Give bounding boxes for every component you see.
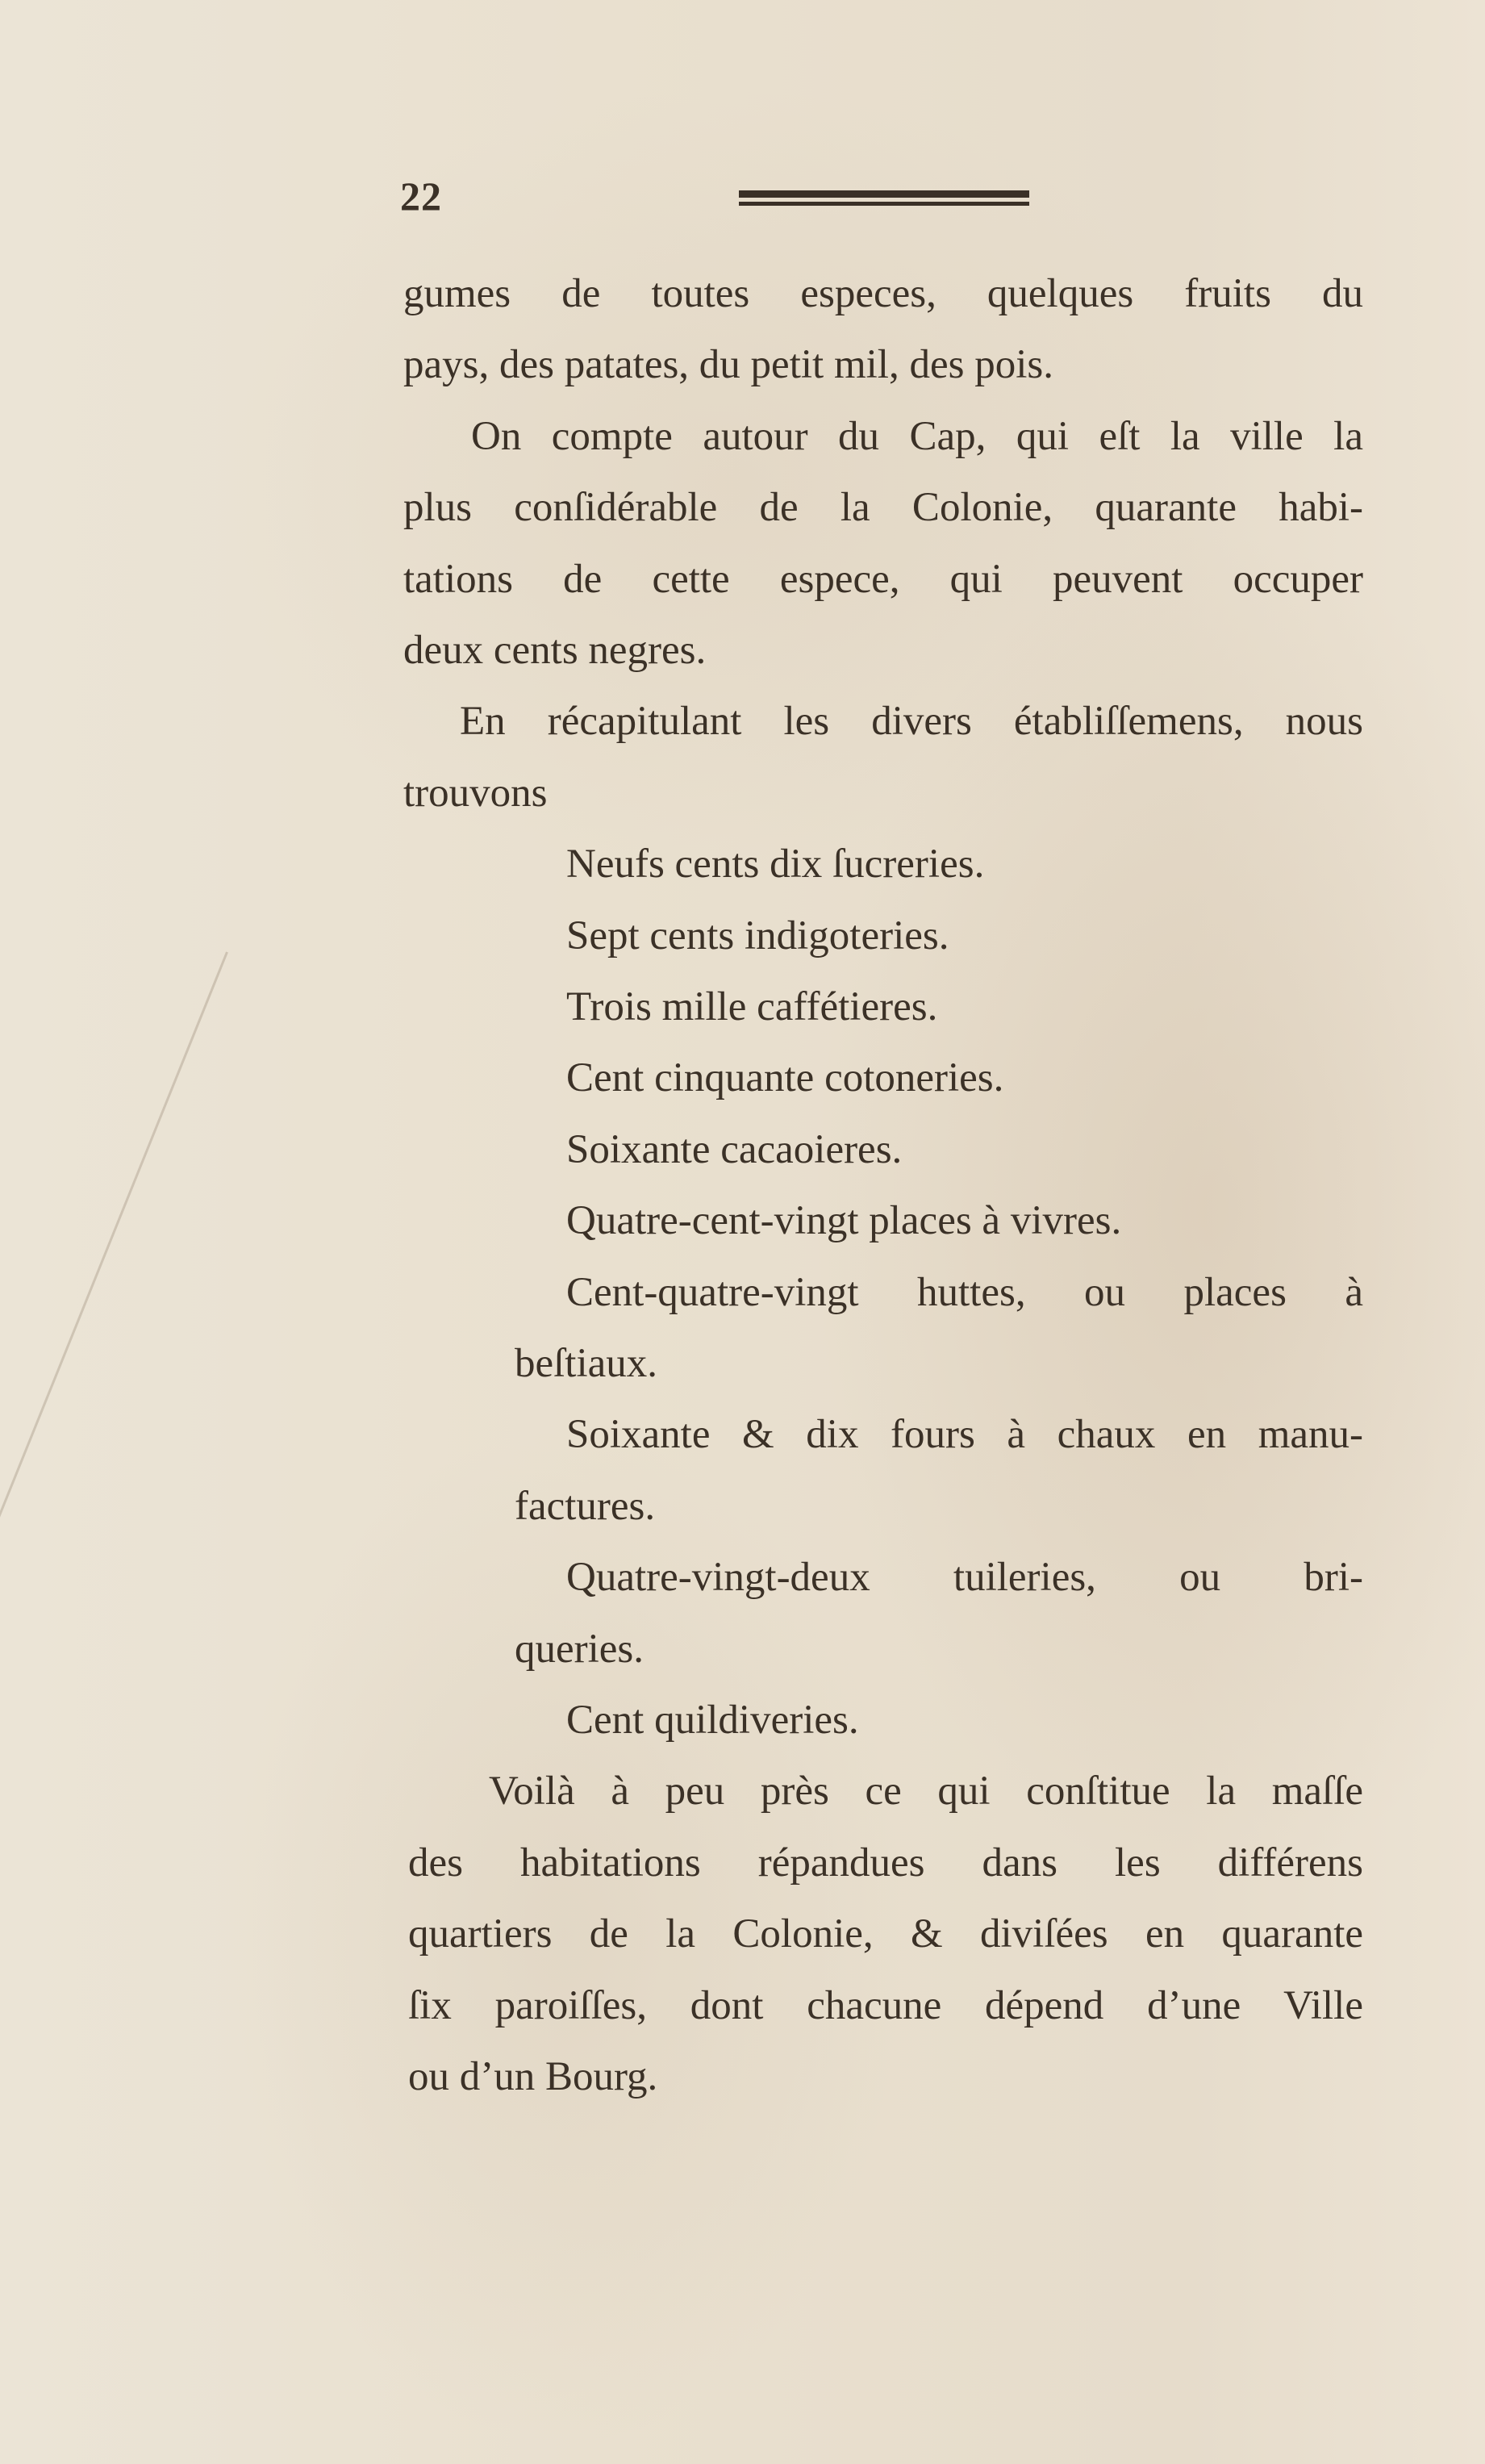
- list-item: Neufs cents dix ſucreries.: [566, 842, 985, 887]
- text-line: deux cents negres.: [403, 628, 707, 673]
- text-line: trouvons: [403, 770, 548, 816]
- text-line: gumes de toutes especes, quelques fruits du: [403, 271, 1363, 316]
- page-number: 22: [400, 173, 442, 219]
- header-rule: [739, 190, 1029, 198]
- list-item-continuation: factures.: [515, 1483, 656, 1529]
- list-item: Sept cents indigoteries.: [566, 913, 949, 958]
- list-item: Soixante & dix fours à chaux en manu-: [566, 1412, 1363, 1458]
- header-rule-thin: [739, 202, 1029, 206]
- text-line: tations de cette espece, qui peuvent occuper: [403, 556, 1363, 602]
- list-item-continuation: beſtiaux.: [515, 1341, 658, 1386]
- text-line: ou d’un Bourg.: [408, 2054, 658, 2099]
- text-line: ſix paroiſſes, dont chacune dépend d’une Ville: [408, 1982, 1363, 2028]
- text-line: On compte autour du Cap, qui eſt la ville la: [471, 413, 1363, 459]
- list-item: Cent quildiveries.: [566, 1698, 859, 1743]
- list-item: Cent cinquante cotoneries.: [566, 1055, 1004, 1101]
- list-item: Soixante cacaoieres.: [566, 1126, 903, 1172]
- list-item: Cent-quatre-vingt huttes, ou places à: [566, 1269, 1363, 1315]
- list-item: Trois mille caffétieres.: [566, 984, 938, 1029]
- list-item: Quatre-cent-vingt places à vivres.: [566, 1198, 1122, 1244]
- text-line: quartiers de la Colonie, & diviſées en quarante: [408, 1911, 1363, 1957]
- text-line: En récapitulant les divers établiſſemens, nous: [460, 699, 1363, 745]
- text-line: pays, des patates, du petit mil, des pois.: [403, 342, 1053, 388]
- text-line: Voilà à peu près ce qui conſtitue la maſſe: [489, 1769, 1363, 1815]
- list-item-continuation: queries.: [515, 1626, 644, 1672]
- text-line: plus conſidérable de la Colonie, quarante habi-: [403, 485, 1363, 531]
- paper-crease: [0, 951, 228, 1700]
- text-line: des habitations répandues dans les différens: [408, 1840, 1363, 1886]
- list-item: Quatre-vingt-deux tuileries, ou bri-: [566, 1555, 1363, 1601]
